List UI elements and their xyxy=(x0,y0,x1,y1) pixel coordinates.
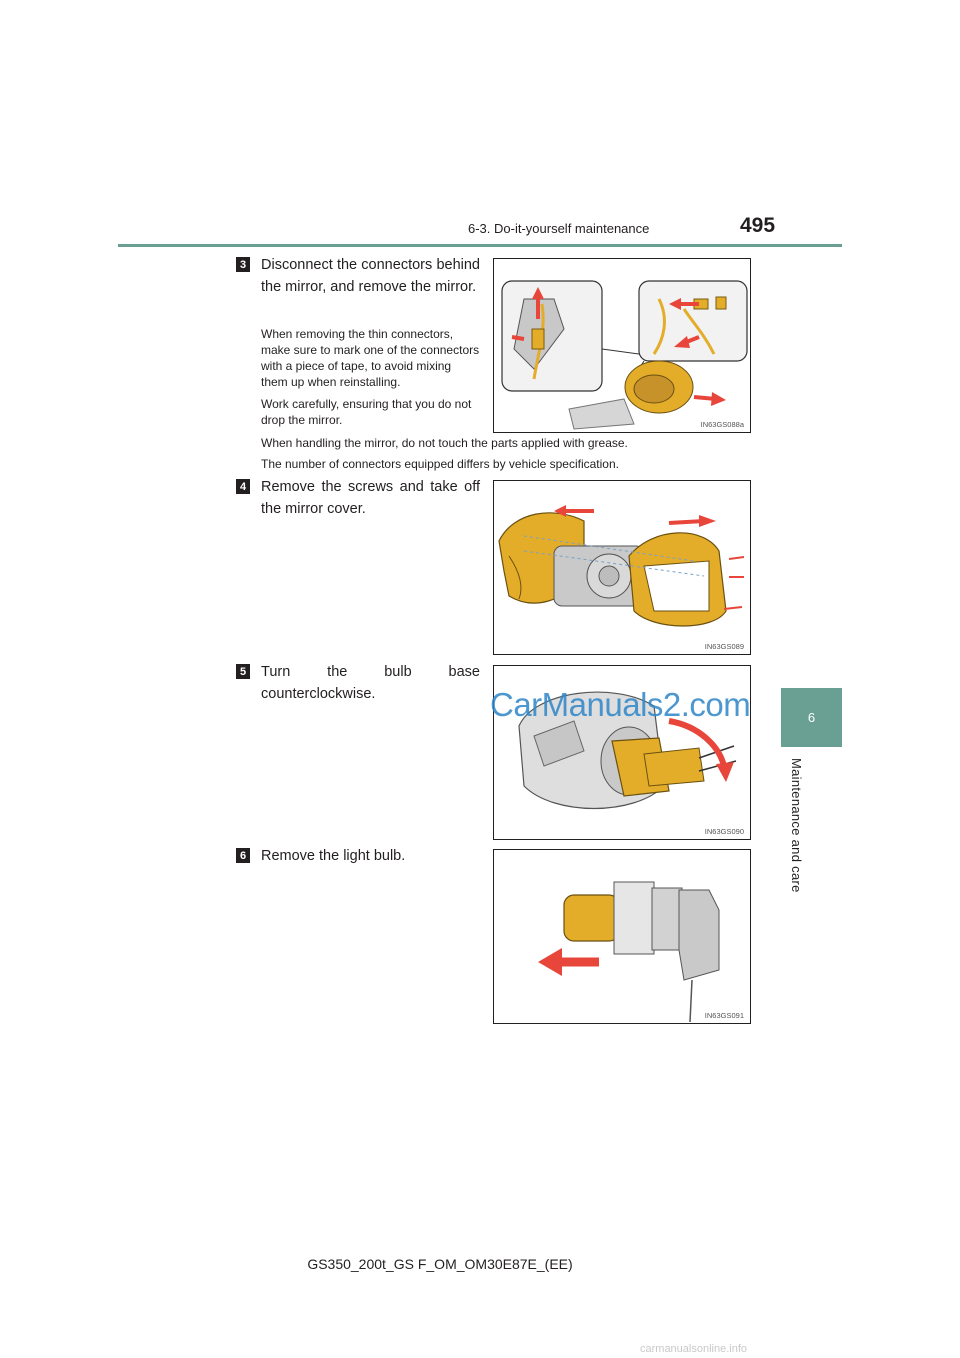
document-code: GS350_200t_GS F_OM_OM30E87E_(EE) xyxy=(307,1256,573,1272)
step-text: Turn the bulb base counterclockwise. xyxy=(261,664,480,702)
note: When removing the thin connectors, make sure to mark one of the connectors with a piece of tape, to avoid mixing them up when reinstalling. xyxy=(261,327,480,389)
step-text: Disconnect the connectors behind the mirror, and remove the mirror. xyxy=(261,257,480,295)
watermark-bottom: carmanualsonline.info xyxy=(640,1343,748,1355)
light-bulb-illustration xyxy=(494,850,750,1023)
figure-code: IN63GS091 xyxy=(704,1011,744,1020)
step-text: Remove the light bulb. xyxy=(261,848,406,864)
section-title: 6-3. Do-it-yourself maintenance xyxy=(468,221,650,236)
figure-mirror-connectors xyxy=(493,258,751,433)
note: Work carefully, ensuring that you do not drop the mirror. xyxy=(261,397,472,427)
figure-code: IN63GS088a xyxy=(700,420,744,429)
figure-code: IN63GS090 xyxy=(704,827,744,836)
watermark: CarManuals2.com xyxy=(490,686,751,723)
note: The number of connectors equipped differs by vehicle specification. xyxy=(261,457,619,471)
step-number: 4 xyxy=(236,479,250,494)
page-number: 495 xyxy=(740,214,776,237)
mirror-cover-illustration xyxy=(494,481,750,654)
step-number: 6 xyxy=(236,848,250,863)
figure-code: IN63GS089 xyxy=(704,642,744,651)
note: When handling the mirror, do not touch the parts applied with grease. xyxy=(261,436,628,450)
figure-light-bulb xyxy=(493,849,751,1024)
step-number: 3 xyxy=(236,257,250,272)
chapter-tab: 6 xyxy=(781,688,842,747)
figure-mirror-cover xyxy=(493,480,751,655)
step-number: 5 xyxy=(236,664,250,679)
mirror-connectors-illustration xyxy=(494,259,750,432)
step-text: Remove the screws and take off the mirror cover. xyxy=(261,479,480,517)
header-rule xyxy=(118,244,842,247)
chapter-label: Maintenance and care xyxy=(789,758,804,893)
